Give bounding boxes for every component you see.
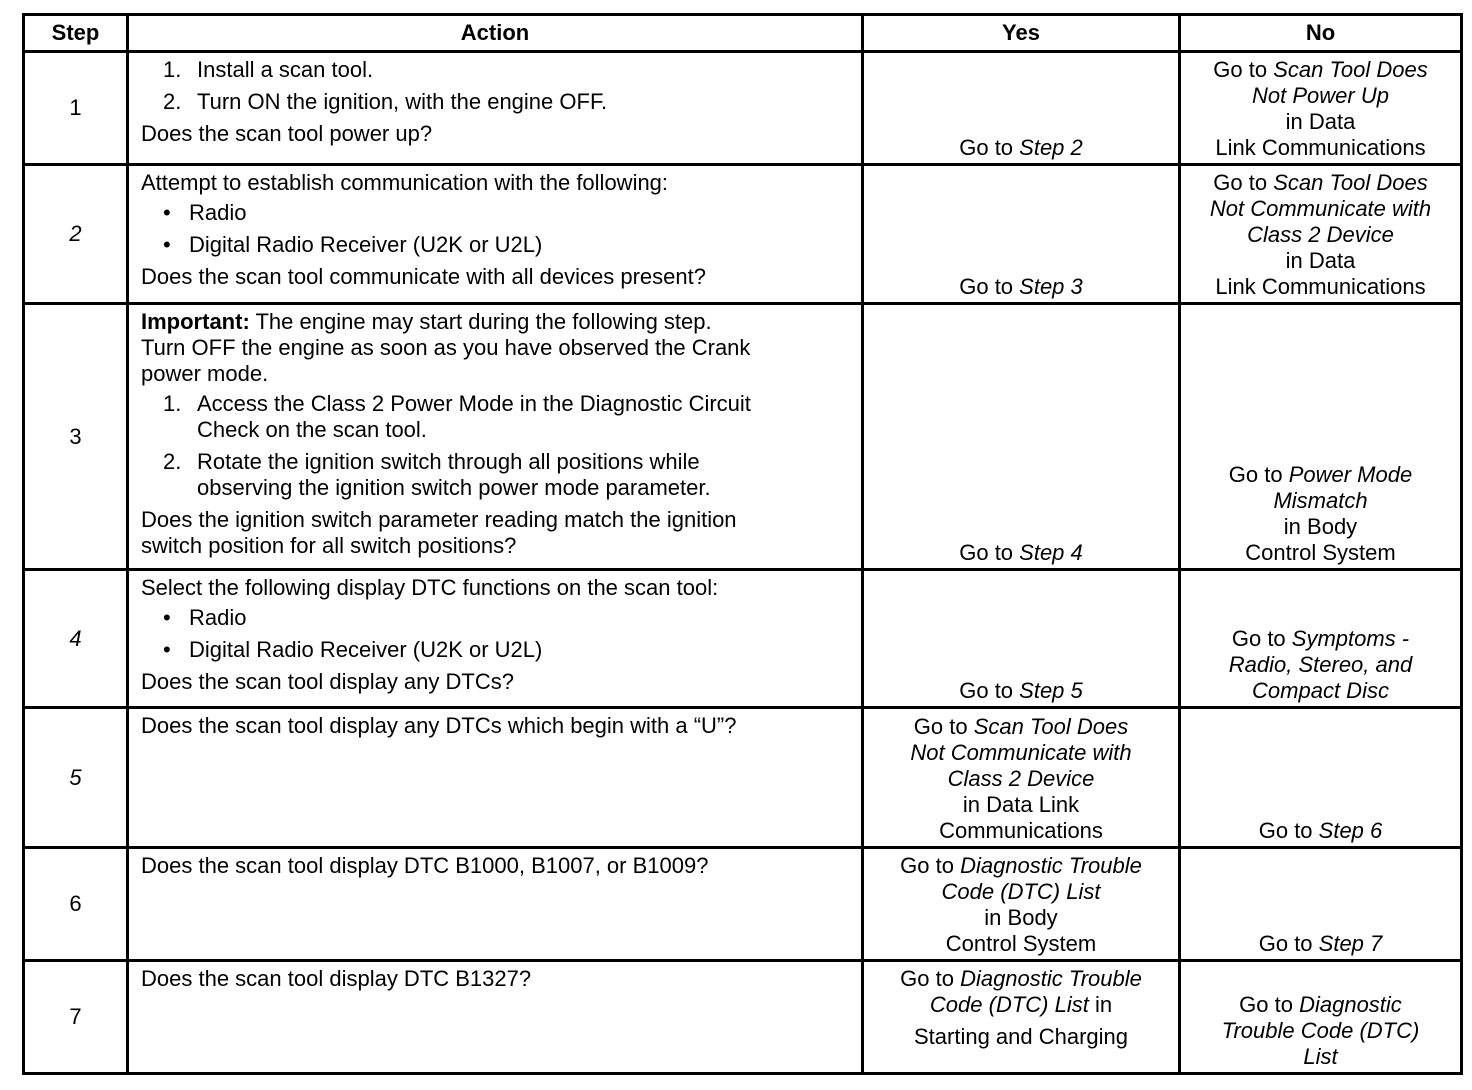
header-no: No xyxy=(1180,15,1462,52)
yes-cell: Go to Step 4 xyxy=(863,304,1180,570)
step-link[interactable]: Step 5 xyxy=(1019,678,1083,703)
intro-text: Select the following display DTC functions on the scan tool: xyxy=(141,575,719,600)
table-row xyxy=(24,848,1462,961)
list-item: 2. Turn ON the ignition, with the engine OFF. xyxy=(163,89,608,114)
yes-cell: Go to Step 5 xyxy=(863,570,1180,708)
no-cell: Go to Scan Tool Does Not Communicate with Class 2 Device in Data Link Communications xyxy=(1180,165,1462,304)
question-text: Does the scan tool display DTC B1327? xyxy=(141,966,532,991)
diagnostic-link[interactable]: Diagnostic Trouble xyxy=(960,853,1142,878)
question-text: Does the scan tool display DTC B1000, B1007, or B1009? xyxy=(141,853,709,878)
list-item: • Digital Radio Receiver (U2K or U2L) xyxy=(163,232,543,257)
diagnostic-link[interactable]: Scan Tool Does xyxy=(973,714,1129,739)
header-row xyxy=(24,15,1462,52)
important-note: Important: The engine may start during the following step. Turn OFF the engine as soon as you have observed the Crank power mode. xyxy=(141,309,751,386)
action-cell xyxy=(128,708,863,848)
no-cell: Go to Scan Tool Does Not Power Up in Data Link Communications xyxy=(1180,52,1462,165)
step-number: 4 xyxy=(24,570,128,708)
header-yes: Yes xyxy=(863,15,1180,52)
no-cell: Go to Diagnostic Trouble Code (DTC) List xyxy=(1180,961,1462,1074)
yes-cell: Go to Scan Tool Does Not Communicate with Class 2 Device in Data Link Communications xyxy=(863,708,1180,848)
diagnostic-link[interactable]: Scan Tool Does xyxy=(1273,57,1428,82)
action-cell xyxy=(128,570,863,708)
step-link[interactable]: Step 4 xyxy=(1019,540,1083,565)
step-link[interactable]: Step 3 xyxy=(1019,274,1083,299)
diagnostic-table xyxy=(22,13,1463,1075)
question-text: Does the scan tool power up? xyxy=(141,121,433,146)
table-row xyxy=(24,708,1462,848)
list-item: 1. Install a scan tool. xyxy=(163,57,374,82)
list-item: • Digital Radio Receiver (U2K or U2L) xyxy=(163,637,543,662)
table-row xyxy=(24,304,1462,570)
list-item: • Radio xyxy=(163,200,247,225)
table-row xyxy=(24,52,1462,165)
yes-cell: Go to Step 3 xyxy=(863,165,1180,304)
diagnostic-link[interactable]: Power Mode xyxy=(1288,462,1413,487)
no-cell: Go to Step 7 xyxy=(1180,848,1462,961)
question-text: Does the scan tool communicate with all devices present? xyxy=(141,264,706,289)
step-link[interactable]: Step 6 xyxy=(1318,818,1383,843)
yes-cell: Go to Step 2 xyxy=(863,52,1180,165)
list-item: 2. Rotate the ignition switch through all positions while observing the ignition switch power mode parameter. xyxy=(163,449,711,500)
diagnostic-link[interactable]: Diagnostic Trouble xyxy=(960,966,1142,991)
action-cell xyxy=(128,304,863,570)
no-cell: Go to Step 6 xyxy=(1180,708,1462,848)
diagnostic-link[interactable]: Symptoms - xyxy=(1291,626,1410,651)
yes-cell: Go to Diagnostic Trouble Code (DTC) List in Starting and Charging xyxy=(863,961,1180,1074)
step-number: 6 xyxy=(24,848,128,961)
question-text: Does the scan tool display any DTCs? xyxy=(141,669,514,694)
action-cell xyxy=(128,848,863,961)
table-row xyxy=(24,165,1462,304)
no-cell: Go to Symptoms - Radio, Stereo, and Compact Disc xyxy=(1180,570,1462,708)
no-cell: Go to Power Mode Mismatch in Body Control System xyxy=(1180,304,1462,570)
header-action: Action xyxy=(128,15,863,52)
header-step: Step xyxy=(24,15,128,52)
table-row xyxy=(24,570,1462,708)
step-number: 1 xyxy=(24,52,128,165)
question-text: Does the scan tool display any DTCs which begin with a “U”? xyxy=(141,713,737,738)
diagnostic-link[interactable]: Scan Tool Does xyxy=(1273,170,1428,195)
yes-cell: Go to Diagnostic Trouble Code (DTC) List in Body Control System xyxy=(863,848,1180,961)
step-link[interactable]: Step 2 xyxy=(1019,135,1083,160)
step-number: 7 xyxy=(24,961,128,1074)
action-cell xyxy=(128,52,863,165)
step-number: 3 xyxy=(24,304,128,570)
step-number: 5 xyxy=(24,708,128,848)
list-item: • Radio xyxy=(163,605,247,630)
diagnostic-link[interactable]: Diagnostic xyxy=(1299,992,1402,1017)
step-link[interactable]: Step 7 xyxy=(1318,931,1383,956)
table-row xyxy=(24,961,1462,1074)
action-cell xyxy=(128,165,863,304)
question-text: Does the ignition switch parameter reading match the ignition switch position for all switch positions? xyxy=(141,507,737,558)
step-number: 2 xyxy=(24,165,128,304)
list-item: 1. Access the Class 2 Power Mode in the Diagnostic Circuit Check on the scan tool. xyxy=(163,391,751,442)
intro-text: Attempt to establish communication with the following: xyxy=(141,170,669,195)
action-cell xyxy=(128,961,863,1074)
